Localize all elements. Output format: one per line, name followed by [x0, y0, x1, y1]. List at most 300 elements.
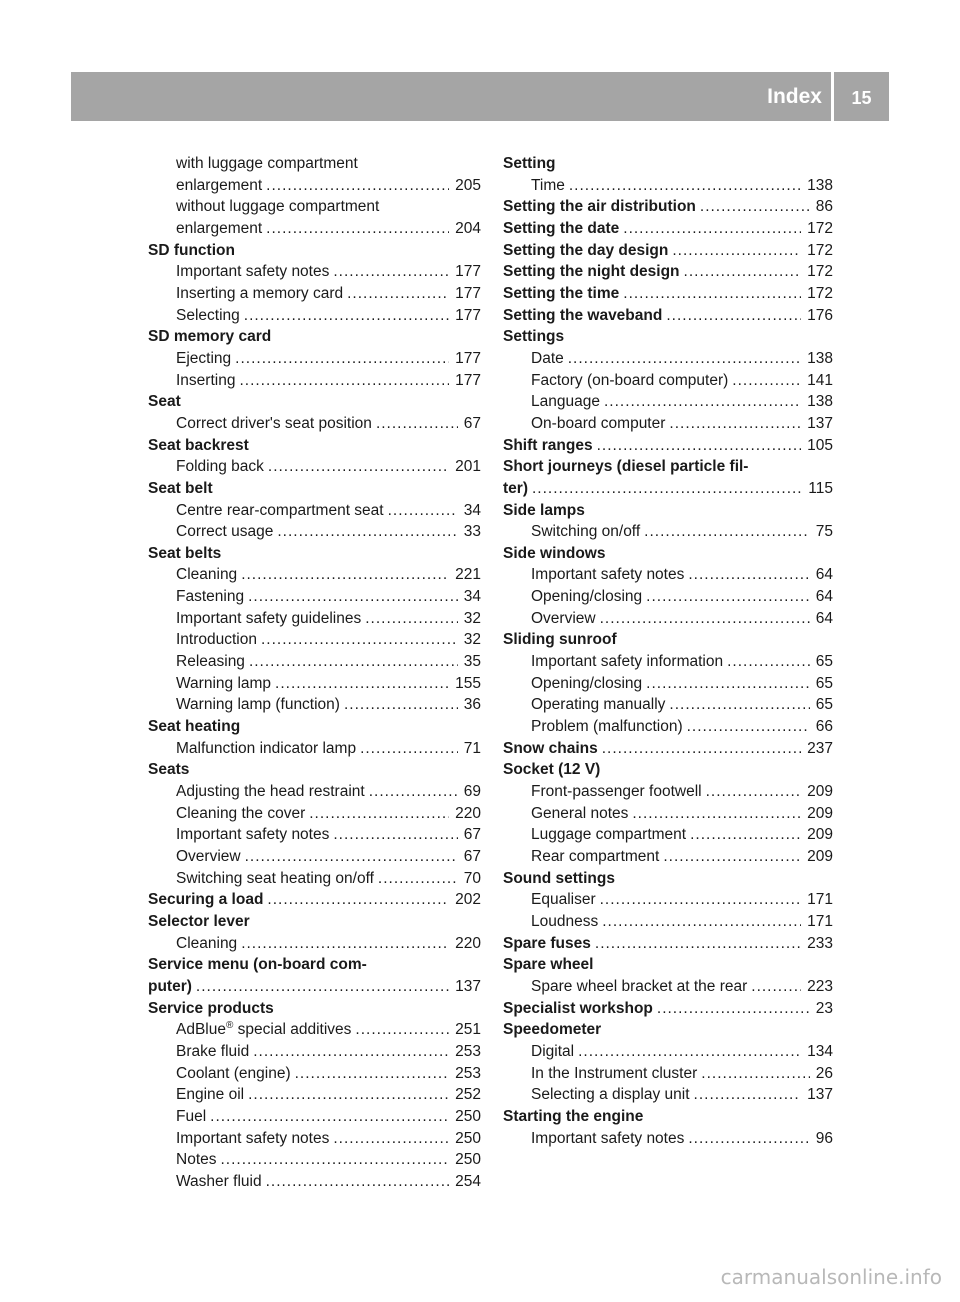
index-heading — [148, 998, 481, 1020]
index-subentry — [148, 218, 481, 240]
dot-leader — [277, 521, 457, 543]
entry-page-number: 70 — [463, 869, 481, 887]
index-heading — [503, 738, 833, 760]
entry-label: Important safety notes — [176, 263, 330, 281]
index-subentry — [503, 1128, 833, 1150]
entry-label: Overview — [176, 848, 241, 865]
dot-leader — [266, 175, 449, 197]
entry-page-number: 34 — [463, 501, 481, 519]
entry-page-number: 220 — [455, 934, 481, 952]
index-heading — [148, 435, 481, 457]
index-heading — [503, 456, 833, 478]
index-subentry — [148, 629, 481, 651]
entry-label: Specialist workshop — [503, 999, 653, 1017]
entry-label: Setting the time — [503, 284, 620, 302]
dot-leader — [253, 1041, 449, 1063]
index-heading — [503, 500, 833, 522]
dot-leader — [245, 846, 458, 868]
entry-page-number: 250 — [455, 1151, 481, 1169]
entry-page-number: 137 — [807, 1086, 833, 1104]
entry-page-number: 65 — [815, 653, 833, 671]
entry-label: Sound settings — [503, 869, 615, 887]
entry-label: Language — [531, 393, 600, 411]
entry-label: AdBlue® special additives — [176, 1020, 352, 1039]
dot-leader — [732, 370, 801, 392]
entry-label: Setting the waveband — [503, 306, 663, 324]
entry-label: Spare fuses — [503, 934, 591, 952]
index-subentry — [148, 261, 481, 283]
entry-label: Centre rear-compartment seat — [176, 501, 384, 519]
entry-label: Ejecting — [176, 349, 232, 367]
dot-leader — [196, 976, 449, 998]
index-subentry — [148, 933, 481, 955]
dot-leader — [600, 608, 810, 630]
entry-label: Correct usage — [176, 523, 274, 541]
index-heading — [503, 1106, 833, 1128]
index-heading — [503, 543, 833, 565]
entry-page-number: 171 — [807, 912, 833, 930]
entry-label: Shift ranges — [503, 436, 593, 454]
dot-leader — [239, 370, 449, 392]
entry-label: Switching seat heating on/off — [176, 869, 374, 887]
entry-page-number: 138 — [807, 176, 833, 194]
index-subentry — [503, 673, 833, 695]
entry-label: Seat belt — [148, 479, 213, 497]
entry-page-number: 26 — [815, 1064, 833, 1082]
dot-leader — [275, 673, 449, 695]
index-subentry — [148, 824, 481, 846]
dot-leader — [568, 348, 801, 370]
entry-label: Side lamps — [503, 501, 585, 519]
dot-leader — [646, 673, 810, 695]
index-subentry — [148, 868, 481, 890]
entry-label: with luggage compartment — [176, 155, 358, 172]
index-heading — [148, 478, 481, 500]
entry-label: Fuel — [176, 1107, 207, 1125]
entry-page-number: 172 — [807, 263, 833, 281]
entry-page-number: 33 — [463, 523, 481, 541]
index-heading — [148, 543, 481, 565]
index-heading — [503, 629, 833, 651]
index-subentry — [148, 413, 481, 435]
index-subentry — [503, 976, 833, 998]
entry-page-number: 172 — [807, 219, 833, 237]
dot-leader — [644, 521, 810, 543]
index-subentry — [148, 673, 481, 695]
dot-leader — [595, 933, 801, 955]
dot-leader — [235, 348, 449, 370]
entry-page-number: 209 — [807, 848, 833, 865]
entry-page-number: 138 — [807, 349, 833, 367]
entry-label: Rear compartment — [531, 848, 660, 865]
entry-label: Sliding sunroof — [503, 631, 617, 649]
index-heading — [148, 716, 481, 738]
entry-label: Brake fluid — [176, 1042, 250, 1060]
entry-page-number: 251 — [455, 1021, 481, 1039]
entry-label: In the Instrument cluster — [531, 1064, 698, 1082]
dot-leader — [578, 1041, 801, 1063]
entry-page-number: 172 — [807, 241, 833, 259]
dot-leader — [210, 1106, 449, 1128]
entry-label: without luggage compartment — [176, 198, 380, 216]
entry-label: Coolant (engine) — [176, 1064, 291, 1082]
entry-label: Washer fluid — [176, 1172, 262, 1190]
index-heading — [503, 1019, 833, 1041]
entry-label: Time — [531, 176, 565, 194]
entry-label: Cleaning — [176, 934, 238, 952]
index-heading — [503, 240, 833, 262]
entry-page-number: 253 — [455, 1064, 481, 1082]
entry-page-number: 67 — [463, 826, 481, 844]
entry-page-number: 209 — [807, 783, 833, 801]
entry-page-number: 177 — [455, 306, 481, 324]
dot-leader — [663, 846, 801, 868]
dot-leader — [266, 1171, 450, 1193]
index-subentry — [148, 651, 481, 673]
dot-leader — [365, 608, 458, 630]
entry-label: General notes — [531, 804, 629, 822]
entry-page-number: 252 — [455, 1086, 481, 1104]
entry-label: Front-passenger footwell — [531, 783, 702, 801]
index-column-right — [503, 153, 833, 1149]
index-subentry — [503, 889, 833, 911]
entry-page-number: 67 — [463, 848, 481, 865]
index-subentry — [503, 846, 833, 868]
entry-label: Starting the engine — [503, 1107, 644, 1125]
entry-label: Important safety notes — [176, 826, 330, 844]
entry-page-number: 137 — [807, 414, 833, 432]
index-subentry — [148, 1106, 481, 1128]
index-heading — [503, 283, 833, 305]
entry-label: Selecting a display unit — [531, 1086, 690, 1104]
entry-label: Important safety guidelines — [176, 609, 362, 627]
entry-label: Cleaning the cover — [176, 804, 306, 822]
index-subentry — [503, 370, 833, 392]
entry-label: Fastening — [176, 588, 245, 606]
index-subentry — [148, 196, 481, 218]
dot-leader — [295, 1063, 450, 1085]
entry-label: On-board computer — [531, 414, 666, 432]
entry-label: Factory (on-board computer) — [531, 371, 729, 389]
dot-leader — [347, 283, 449, 305]
dot-leader — [388, 500, 458, 522]
dot-leader — [700, 196, 810, 218]
dot-leader — [261, 629, 458, 651]
index-heading — [503, 933, 833, 955]
dot-leader — [602, 911, 801, 933]
entry-label: Problem (malfunction) — [531, 718, 683, 736]
index-heading — [503, 954, 833, 976]
dot-leader — [604, 391, 801, 413]
entry-label: enlargement — [176, 176, 263, 194]
entry-label: Selector lever — [148, 912, 250, 930]
dot-leader — [355, 1019, 449, 1041]
index-heading — [503, 196, 833, 218]
entry-label: Warning lamp — [176, 674, 272, 692]
dot-leader — [646, 586, 810, 608]
index-subentry — [503, 1063, 833, 1085]
entry-label: Correct driver's seat position — [176, 414, 372, 432]
entry-page-number: 64 — [815, 609, 833, 627]
entry-label: Folding back — [176, 458, 264, 476]
entry-page-number: 202 — [455, 891, 481, 909]
entry-page-number: 115 — [808, 479, 833, 497]
entry-page-number: 67 — [463, 414, 481, 432]
index-heading — [503, 218, 833, 240]
entry-page-number: 209 — [807, 826, 833, 844]
dot-leader — [344, 694, 458, 716]
entry-page-number: 209 — [807, 804, 833, 822]
entry-label: Setting the night design — [503, 263, 680, 281]
dot-leader — [248, 586, 458, 608]
index-subentry — [503, 1041, 833, 1063]
index-heading — [503, 868, 833, 890]
entry-page-number: 32 — [463, 609, 481, 627]
entry-label: Cleaning — [176, 566, 238, 584]
entry-page-number: 237 — [807, 739, 833, 757]
entry-page-number: 23 — [815, 999, 833, 1017]
index-subentry — [503, 175, 833, 197]
index-heading — [148, 911, 481, 933]
dot-leader — [669, 694, 809, 716]
dot-leader — [623, 218, 801, 240]
entry-page-number: 155 — [455, 674, 481, 692]
dot-leader — [266, 218, 449, 240]
index-subentry — [503, 911, 833, 933]
dot-leader — [672, 240, 801, 262]
dot-leader — [623, 283, 801, 305]
entry-page-number: 35 — [463, 653, 481, 671]
dot-leader — [666, 305, 801, 327]
entry-page-number: 254 — [455, 1172, 481, 1190]
entry-label: Important safety information — [531, 653, 724, 671]
index-subentry — [503, 413, 833, 435]
index-subentry — [503, 694, 833, 716]
entry-page-number: 66 — [815, 718, 833, 736]
index-subentry — [148, 781, 481, 803]
dot-leader — [378, 868, 458, 890]
index-subentry — [503, 391, 833, 413]
index-subentry — [148, 1128, 481, 1150]
dot-leader — [688, 1128, 809, 1150]
entry-page-number: 250 — [455, 1129, 481, 1147]
dot-leader — [376, 413, 458, 435]
entry-label: Overview — [531, 609, 596, 627]
dot-leader — [684, 261, 802, 283]
entry-label: Important safety notes — [531, 566, 685, 584]
entry-label: Inserting a memory card — [176, 284, 344, 302]
entry-page-number: 250 — [455, 1107, 481, 1125]
index-subentry — [148, 1149, 481, 1171]
index-subentry — [503, 521, 833, 543]
index-heading — [503, 326, 833, 348]
entry-label: SD function — [148, 241, 235, 259]
entry-label: Operating manually — [531, 696, 666, 714]
entry-label: Malfunction indicator lamp — [176, 739, 357, 757]
entry-page-number: 64 — [815, 588, 833, 606]
dot-leader — [267, 889, 449, 911]
index-subentry — [148, 305, 481, 327]
index-heading — [503, 153, 833, 175]
index-subentry — [148, 694, 481, 716]
entry-label: Setting the day design — [503, 241, 669, 259]
index-heading — [503, 261, 833, 283]
entry-label: Loudness — [531, 912, 599, 930]
dot-leader — [632, 803, 801, 825]
index-subentry — [148, 738, 481, 760]
index-subentry — [148, 608, 481, 630]
entry-page-number: 138 — [807, 393, 833, 411]
index-subentry — [148, 348, 481, 370]
entry-label: Spare wheel — [503, 956, 594, 974]
index-subentry — [503, 564, 833, 586]
entry-page-number: 105 — [807, 436, 833, 454]
entry-label: enlargement — [176, 219, 263, 237]
dot-leader — [701, 1063, 809, 1085]
entry-label: Switching on/off — [531, 523, 641, 541]
dot-leader — [688, 564, 809, 586]
index-heading — [503, 478, 833, 500]
index-subentry — [148, 500, 481, 522]
entry-page-number: 201 — [455, 458, 481, 476]
entry-label: Digital — [531, 1042, 575, 1060]
page-number: 15 — [851, 88, 872, 108]
entry-page-number: 220 — [455, 804, 481, 822]
dot-leader — [569, 175, 801, 197]
entry-label: Opening/closing — [531, 674, 643, 692]
entry-page-number: 75 — [815, 523, 833, 541]
dot-leader — [687, 716, 810, 738]
index-subentry — [148, 1041, 481, 1063]
dot-leader — [727, 651, 810, 673]
dot-leader — [221, 1149, 450, 1171]
entry-label: Seat backrest — [148, 436, 249, 454]
dot-leader — [309, 803, 449, 825]
dot-leader — [602, 738, 801, 760]
entry-label: Adjusting the head restraint — [176, 783, 365, 801]
entry-label: Opening/closing — [531, 588, 643, 606]
dot-leader — [333, 261, 449, 283]
index-subentry — [503, 803, 833, 825]
entry-label: Settings — [503, 328, 565, 346]
entry-label: SD memory card — [148, 328, 272, 346]
entry-page-number: 223 — [807, 977, 833, 995]
entry-page-number: 86 — [815, 198, 833, 216]
entry-label: Seats — [148, 761, 190, 779]
entry-page-number: 34 — [463, 588, 481, 606]
entry-page-number: 141 — [807, 371, 833, 389]
dot-leader — [657, 998, 810, 1020]
entry-page-number: 177 — [455, 263, 481, 281]
index-subentry — [148, 846, 481, 868]
index-subentry — [148, 564, 481, 586]
index-heading — [503, 305, 833, 327]
entry-page-number: 233 — [807, 934, 833, 952]
entry-label: Selecting — [176, 306, 240, 324]
entry-label: Service products — [148, 999, 274, 1017]
entry-label: Important safety notes — [176, 1129, 330, 1147]
dot-leader — [751, 976, 801, 998]
dot-leader — [694, 1084, 802, 1106]
dot-leader — [360, 738, 458, 760]
entry-label: Socket (12 V) — [503, 761, 601, 779]
entry-page-number: 96 — [815, 1129, 833, 1147]
entry-label: puter) — [148, 977, 192, 995]
index-subentry — [148, 153, 481, 175]
entry-label: Setting the date — [503, 219, 620, 237]
entry-label: Service menu (on-board com- — [148, 956, 367, 974]
entry-page-number: 177 — [455, 349, 481, 367]
dot-leader — [241, 933, 449, 955]
index-heading — [148, 954, 481, 976]
dot-leader — [669, 413, 801, 435]
entry-page-number: 177 — [455, 284, 481, 302]
entry-label: Introduction — [176, 631, 257, 649]
index-subentry — [503, 781, 833, 803]
index-subentry — [148, 175, 481, 197]
index-heading — [148, 391, 481, 413]
index-subentry — [503, 608, 833, 630]
entry-page-number: 221 — [455, 566, 481, 584]
entry-page-number: 177 — [455, 371, 481, 389]
entry-label: Short journeys (diesel particle fil- — [503, 458, 749, 476]
entry-label: Engine oil — [176, 1086, 245, 1104]
entry-page-number: 171 — [807, 891, 833, 909]
entry-page-number: 65 — [815, 696, 833, 714]
dot-leader — [369, 781, 458, 803]
dot-leader — [333, 824, 457, 846]
dot-leader — [333, 1128, 449, 1150]
dot-leader — [241, 564, 449, 586]
index-heading — [503, 435, 833, 457]
entry-label: Important safety notes — [531, 1129, 685, 1147]
entry-label: Seat — [148, 393, 181, 411]
entry-label: Date — [531, 349, 564, 367]
dot-leader — [268, 456, 449, 478]
entry-label: Side windows — [503, 544, 606, 562]
entry-page-number: 137 — [455, 977, 481, 995]
index-subentry — [148, 1084, 481, 1106]
entry-page-number: 69 — [463, 783, 481, 801]
entry-page-number: 134 — [807, 1042, 833, 1060]
index-heading — [148, 759, 481, 781]
watermark: carmanualsonline.info — [720, 1265, 942, 1289]
entry-label: Seat belts — [148, 544, 222, 562]
entry-label: Warning lamp (function) — [176, 696, 340, 714]
index-heading — [503, 759, 833, 781]
entry-page-number: 204 — [455, 219, 481, 237]
dot-leader — [706, 781, 802, 803]
index-subentry — [148, 521, 481, 543]
entry-page-number: 36 — [463, 696, 481, 714]
index-subentry — [503, 824, 833, 846]
dot-leader — [532, 478, 802, 500]
entry-label: Notes — [176, 1151, 217, 1169]
entry-page-number: 176 — [807, 306, 833, 324]
entry-page-number: 71 — [463, 739, 481, 757]
index-heading — [148, 240, 481, 262]
entry-label: Releasing — [176, 653, 245, 671]
entry-label: Setting the air distribution — [503, 198, 696, 216]
dot-leader — [690, 824, 801, 846]
entry-page-number: 65 — [815, 674, 833, 692]
index-subentry — [148, 1171, 481, 1193]
index-subentry — [503, 586, 833, 608]
index-subentry — [148, 283, 481, 305]
dot-leader — [597, 435, 802, 457]
entry-page-number: 32 — [463, 631, 481, 649]
index-subentry — [148, 803, 481, 825]
